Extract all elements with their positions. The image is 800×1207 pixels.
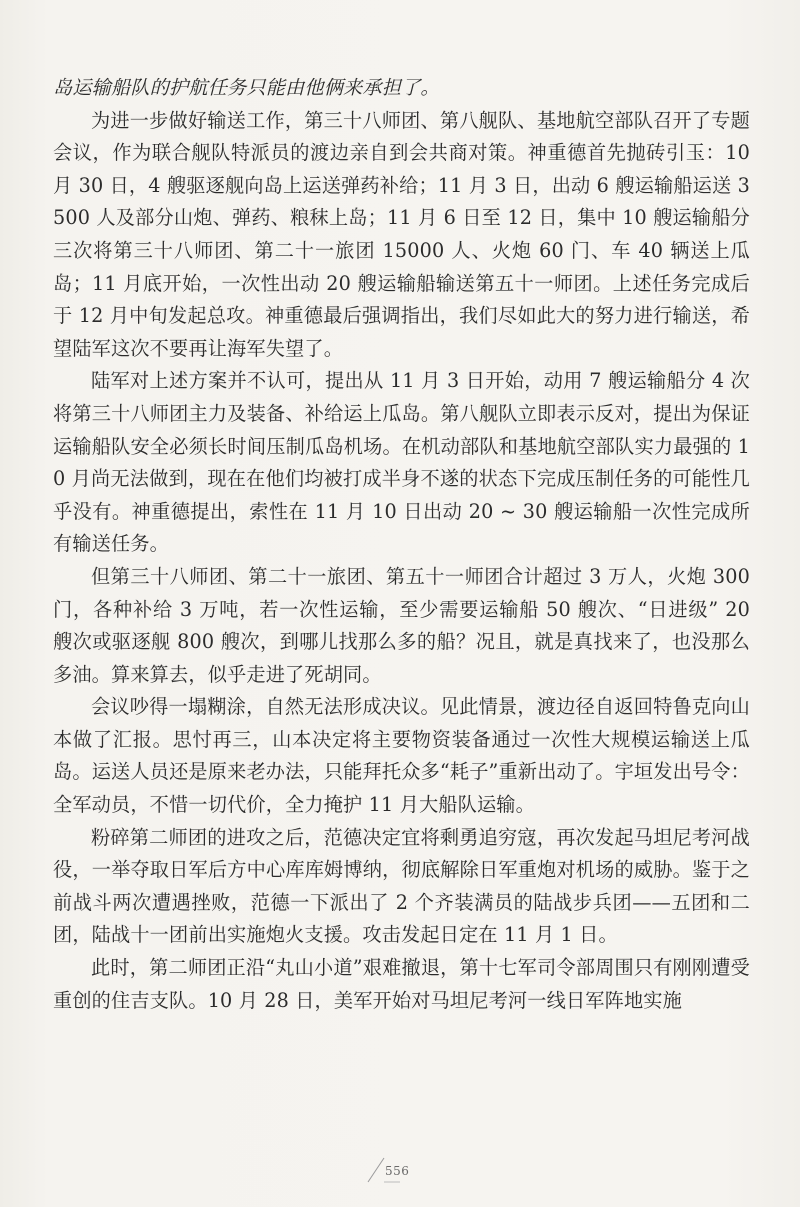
page-footer: [0, 1148, 800, 1188]
paragraph-7: 此时，第二师团正沿“丸山小道”艰难撤退，第十七军司令部周围只有刚刚遭受重创的住吉支队。10 月 28 日，美军开始对马坦尼考河一线日军阵地实施: [53, 956, 750, 1012]
body-text: [53, 72, 750, 1017]
paragraph-5: 会议吵得一塌糊涂，自然无法形成决议。见此情景，渡边径自返回特鲁克向山本做了汇报。思忖再三，山本决定将主要物资装备通过一次性大规模运输送上瓜岛。运送人员还是原来老办法，只能拜托众多“耗子”重新出动了。宇垣发出号令：全军动员，不惜一切代价，全力掩护 11 月大船队运输。: [53, 695, 750, 817]
paragraph-1: 岛运输船队的护航任务只能由他俩来承担了。: [53, 76, 440, 99]
page-number: 556: [385, 1164, 410, 1178]
paragraph-3: 陆军对上述方案并不认可，提出从 11 月 3 日开始，动用 7 艘运输船分 4 次将第三十八师团主力及装备、补给运上瓜岛。第八舰队立即表示反对，提出为保证运输船队安全必须长时间压制瓜岛机场。在机动部队和基地航空部队实力最强的 10 月尚无法做到，现在在他们均被打成半身不遂的状态下完成压制任务的可能性几乎没有。神重德提出，索性在 11 月 10 日出动 20 ~ 30 艘运输船一次性完成所有输送任务。: [53, 369, 750, 556]
paragraph-4: 但第三十八师团、第二十一旅团、第五十一师团合计超过 3 万人，火炮 300 门，各种补给 3 万吨，若一次性运输，至少需要运输船 50 艘次、“日进级” 20 艘次或驱逐舰 800 艘次，到哪儿找那么多的船？况且，就是真找来了，也没那么多油。算来算去，似乎走进了死胡同。: [53, 564, 750, 686]
paragraph-6: 粉碎第二师团的进攻之后，范德决定宜将剩勇追穷寇，再次发起马坦尼考河战役，一举夺取日军后方中心库库姆博纳，彻底解除日军重炮对机场的威胁。鉴于之前战斗两次遭遇挫败，范德一下派出了 2 个齐装满员的陆战步兵团——五团和二团，陆战十一团前出实施炮火支援。攻击发起日定在 11 月 1 日。: [53, 825, 750, 947]
paragraph-2: 为进一步做好输送工作，第三十八师团、第八舰队、基地航空部队召开了专题会议，作为联合舰队特派员的渡边亲自到会共商对策。神重德首先抛砖引玉：10 月 30 日，4 艘驱逐舰向岛上运送弹药补给；11 月 3 日，出动 6 艘运输船运送 3500 人及部分山炮、弹药、粮秣上岛；11 月 6 日至 12 日，集中 10 艘运输船分三次将第三十八师团、第二十一旅团 15000 人、火炮 60 门、车 40 辆送上瓜岛；11 月底开始，一次性出动 20 艘运输船输送第五十一师团。上述任务完成后于 12 月中旬发起总攻。神重德最后强调指出，我们尽如此大的努力进行输送，希望陆军这次不要再让海军失望了。: [53, 108, 750, 360]
